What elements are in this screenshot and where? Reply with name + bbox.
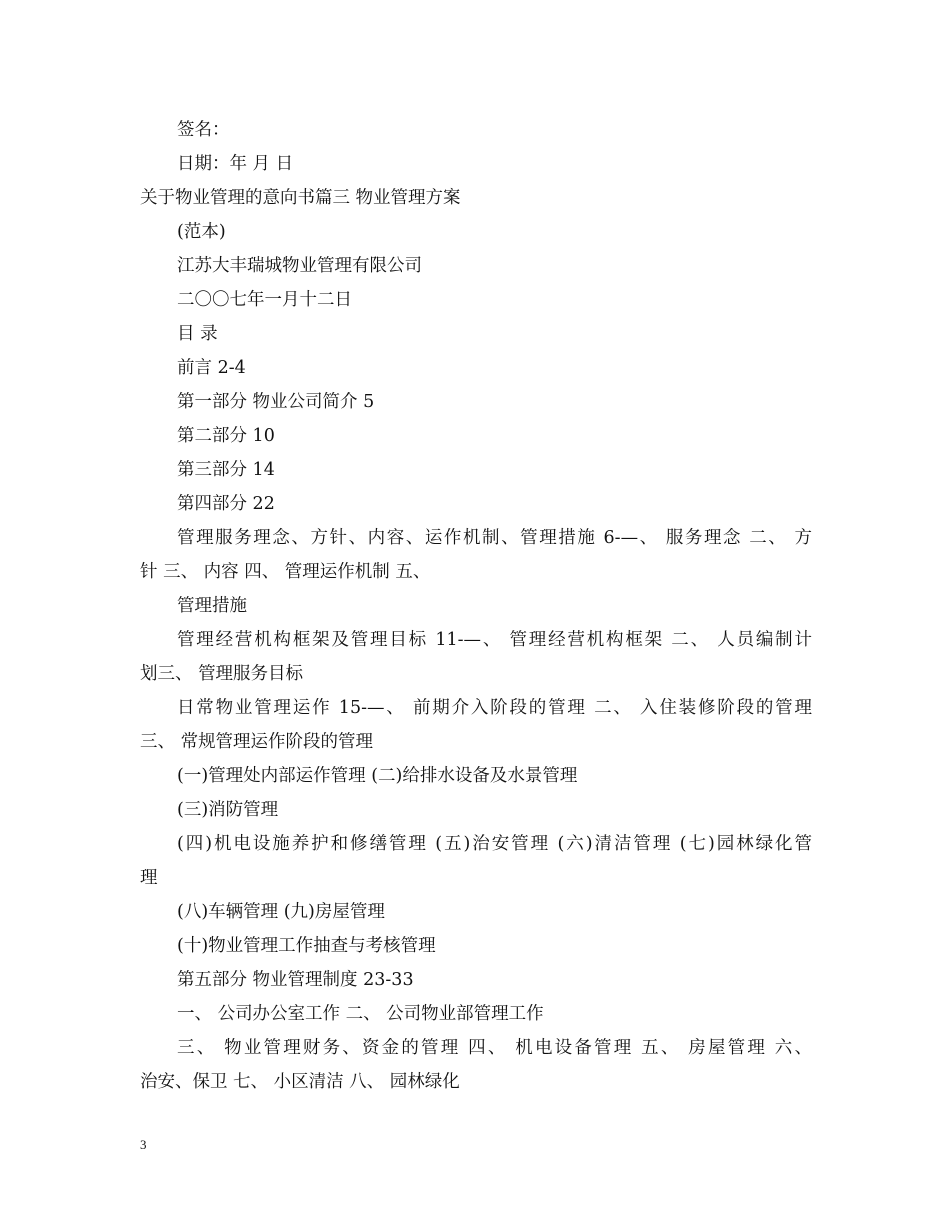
toc-paragraph-line xyxy=(140,827,812,861)
toc-paragraph-line: (三)消防管理 xyxy=(177,800,279,820)
toc-paragraph-line: 针 三、 内容 四、 管理运作机制 五、 xyxy=(140,562,431,582)
toc-entry: 第四部分 22 xyxy=(177,494,275,514)
toc-paragraph-line: 一、 公司办公室工作 二、 公司物业部管理工作 xyxy=(177,1004,544,1024)
toc-entry: 第二部分 10 xyxy=(177,426,275,446)
toc-paragraph-line: (八)车辆管理 (九)房屋管理 xyxy=(177,902,385,922)
toc-paragraph-line: 三、 常规管理运作阶段的管理 xyxy=(140,732,374,752)
toc-entry: 第三部分 14 xyxy=(177,460,275,480)
toc-paragraph-line xyxy=(140,521,812,555)
paragraph-text: 三、 物业管理财务、资金的管理 四、 机电设备管理 五、 房屋管理 六、 xyxy=(177,1038,812,1058)
toc-paragraph-line: 管理措施 xyxy=(177,596,247,616)
toc-paragraph-line: (十)物业管理工作抽查与考核管理 xyxy=(177,936,436,956)
page-number: 3 xyxy=(140,1137,147,1152)
toc-paragraph-line: 理 xyxy=(140,868,158,888)
toc-paragraph-line: 治安、保卫 七、 小区清洁 八、 园林绿化 xyxy=(140,1072,460,1092)
toc-paragraph-line xyxy=(140,691,812,725)
toc-paragraph-line xyxy=(140,1031,812,1065)
toc-entry: 第五部分 物业管理制度 23-33 xyxy=(177,970,414,990)
toc-paragraph-line xyxy=(140,623,812,657)
company-name: 江苏大丰瑞城物业管理有限公司 xyxy=(177,256,422,276)
toc-entry: 前言 2-4 xyxy=(177,358,246,378)
paragraph-text: 管理经营机构框架及管理目标 11-—、 管理经营机构框架 二、 人员编制计 xyxy=(177,630,812,650)
paragraph-text: 日常物业管理运作 15-—、 前期介入阶段的管理 二、 入住装修阶段的管理 xyxy=(177,698,812,718)
paragraph-text: (四)机电设施养护和修缮管理 (五)治安管理 (六)清洁管理 (七)园林绿化管 xyxy=(177,834,812,854)
toc-paragraph-line: (一)管理处内部运作管理 (二)给排水设备及水景管理 xyxy=(177,766,578,786)
section-heading: 关于物业管理的意向书篇三 物业管理方案 xyxy=(140,188,461,208)
date-line: 日期：年 月 日 xyxy=(177,154,294,174)
toc-entry: 第一部分 物业公司简介 5 xyxy=(177,392,375,412)
paragraph-text: 管理服务理念、方针、内容、运作机制、管理措施 6-—、 服务理念 二、 方 xyxy=(177,528,812,548)
toc-paragraph-line: 划三、 管理服务目标 xyxy=(140,664,304,684)
template-label: (范本) xyxy=(177,222,226,242)
document-date: 二〇〇七年一月十二日 xyxy=(177,290,352,310)
toc-title: 目 录 xyxy=(177,324,218,344)
signature-line: 签名： xyxy=(177,120,230,140)
